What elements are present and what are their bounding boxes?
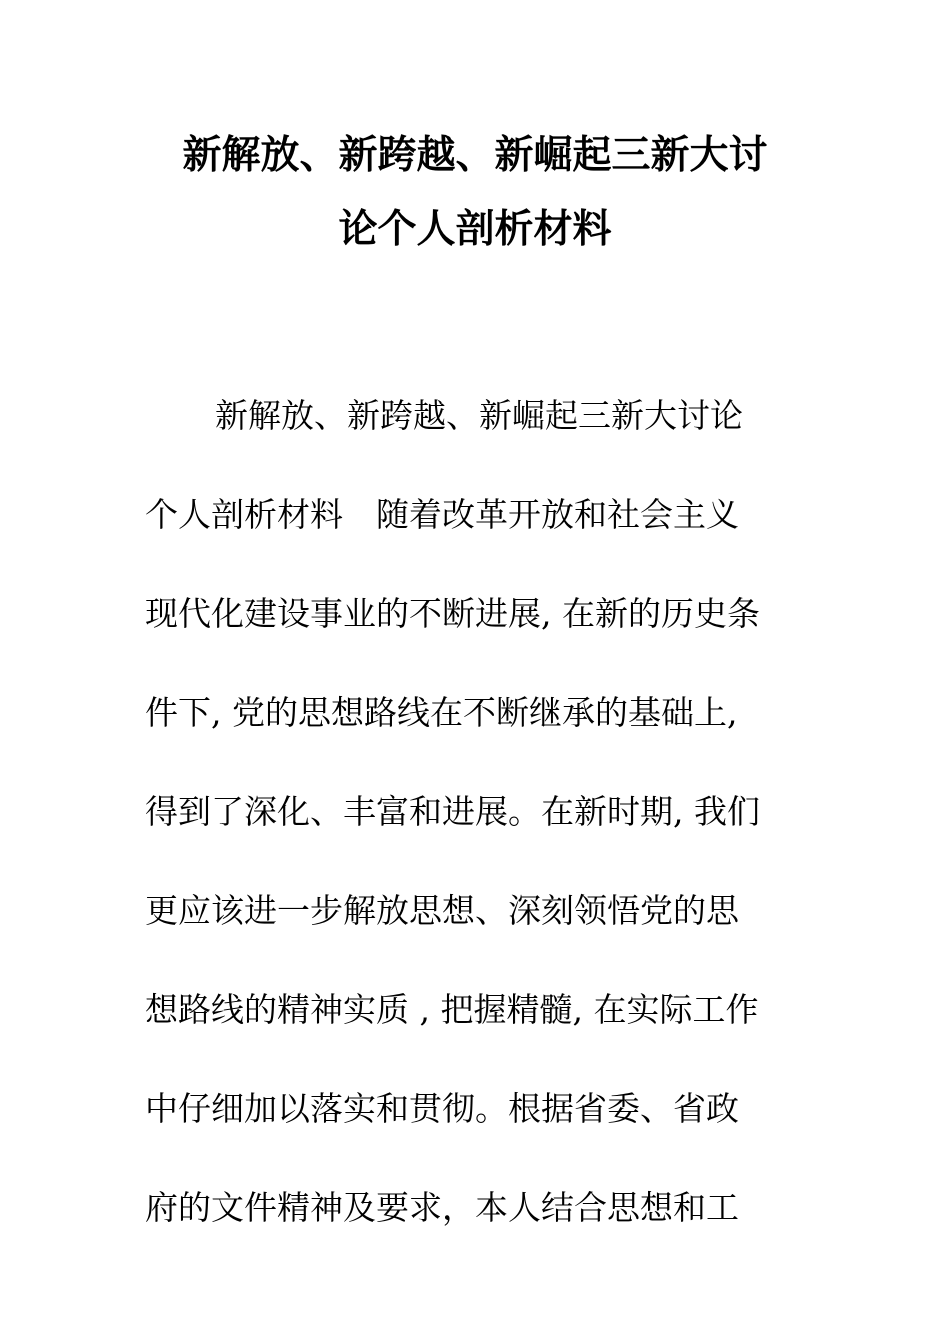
body-line: 想路线的精神实质 , 把握精髓, 在实际工作 xyxy=(145,990,759,1029)
body-line: 更应该进一步解放思想、深刻领悟党的思 xyxy=(145,891,739,930)
body-line: 府的文件精神及要求，本人结合思想和工 xyxy=(145,1188,739,1227)
body-line: 个人剖析材料 随着改革开放和社会主义 xyxy=(145,495,739,534)
title-line: 论个人剖析材料 xyxy=(338,206,612,252)
body-line: 新解放、新跨越、新崛起三新大讨论 xyxy=(215,396,743,435)
title-line: 新解放、新跨越、新崛起三新大讨 xyxy=(182,132,768,178)
body-line: 现代化建设事业的不断进展, 在新的历史条 xyxy=(145,594,760,633)
document-title xyxy=(145,118,805,266)
body-line: 中仔细加以落实和贯彻。根据省委、省政 xyxy=(145,1089,739,1128)
body-line: 件下, 党的思想路线在不断继承的基础上, xyxy=(145,693,738,732)
body-line: 得到了深化、丰富和进展。在新时期, 我们 xyxy=(145,792,760,831)
document-body xyxy=(145,366,805,1257)
